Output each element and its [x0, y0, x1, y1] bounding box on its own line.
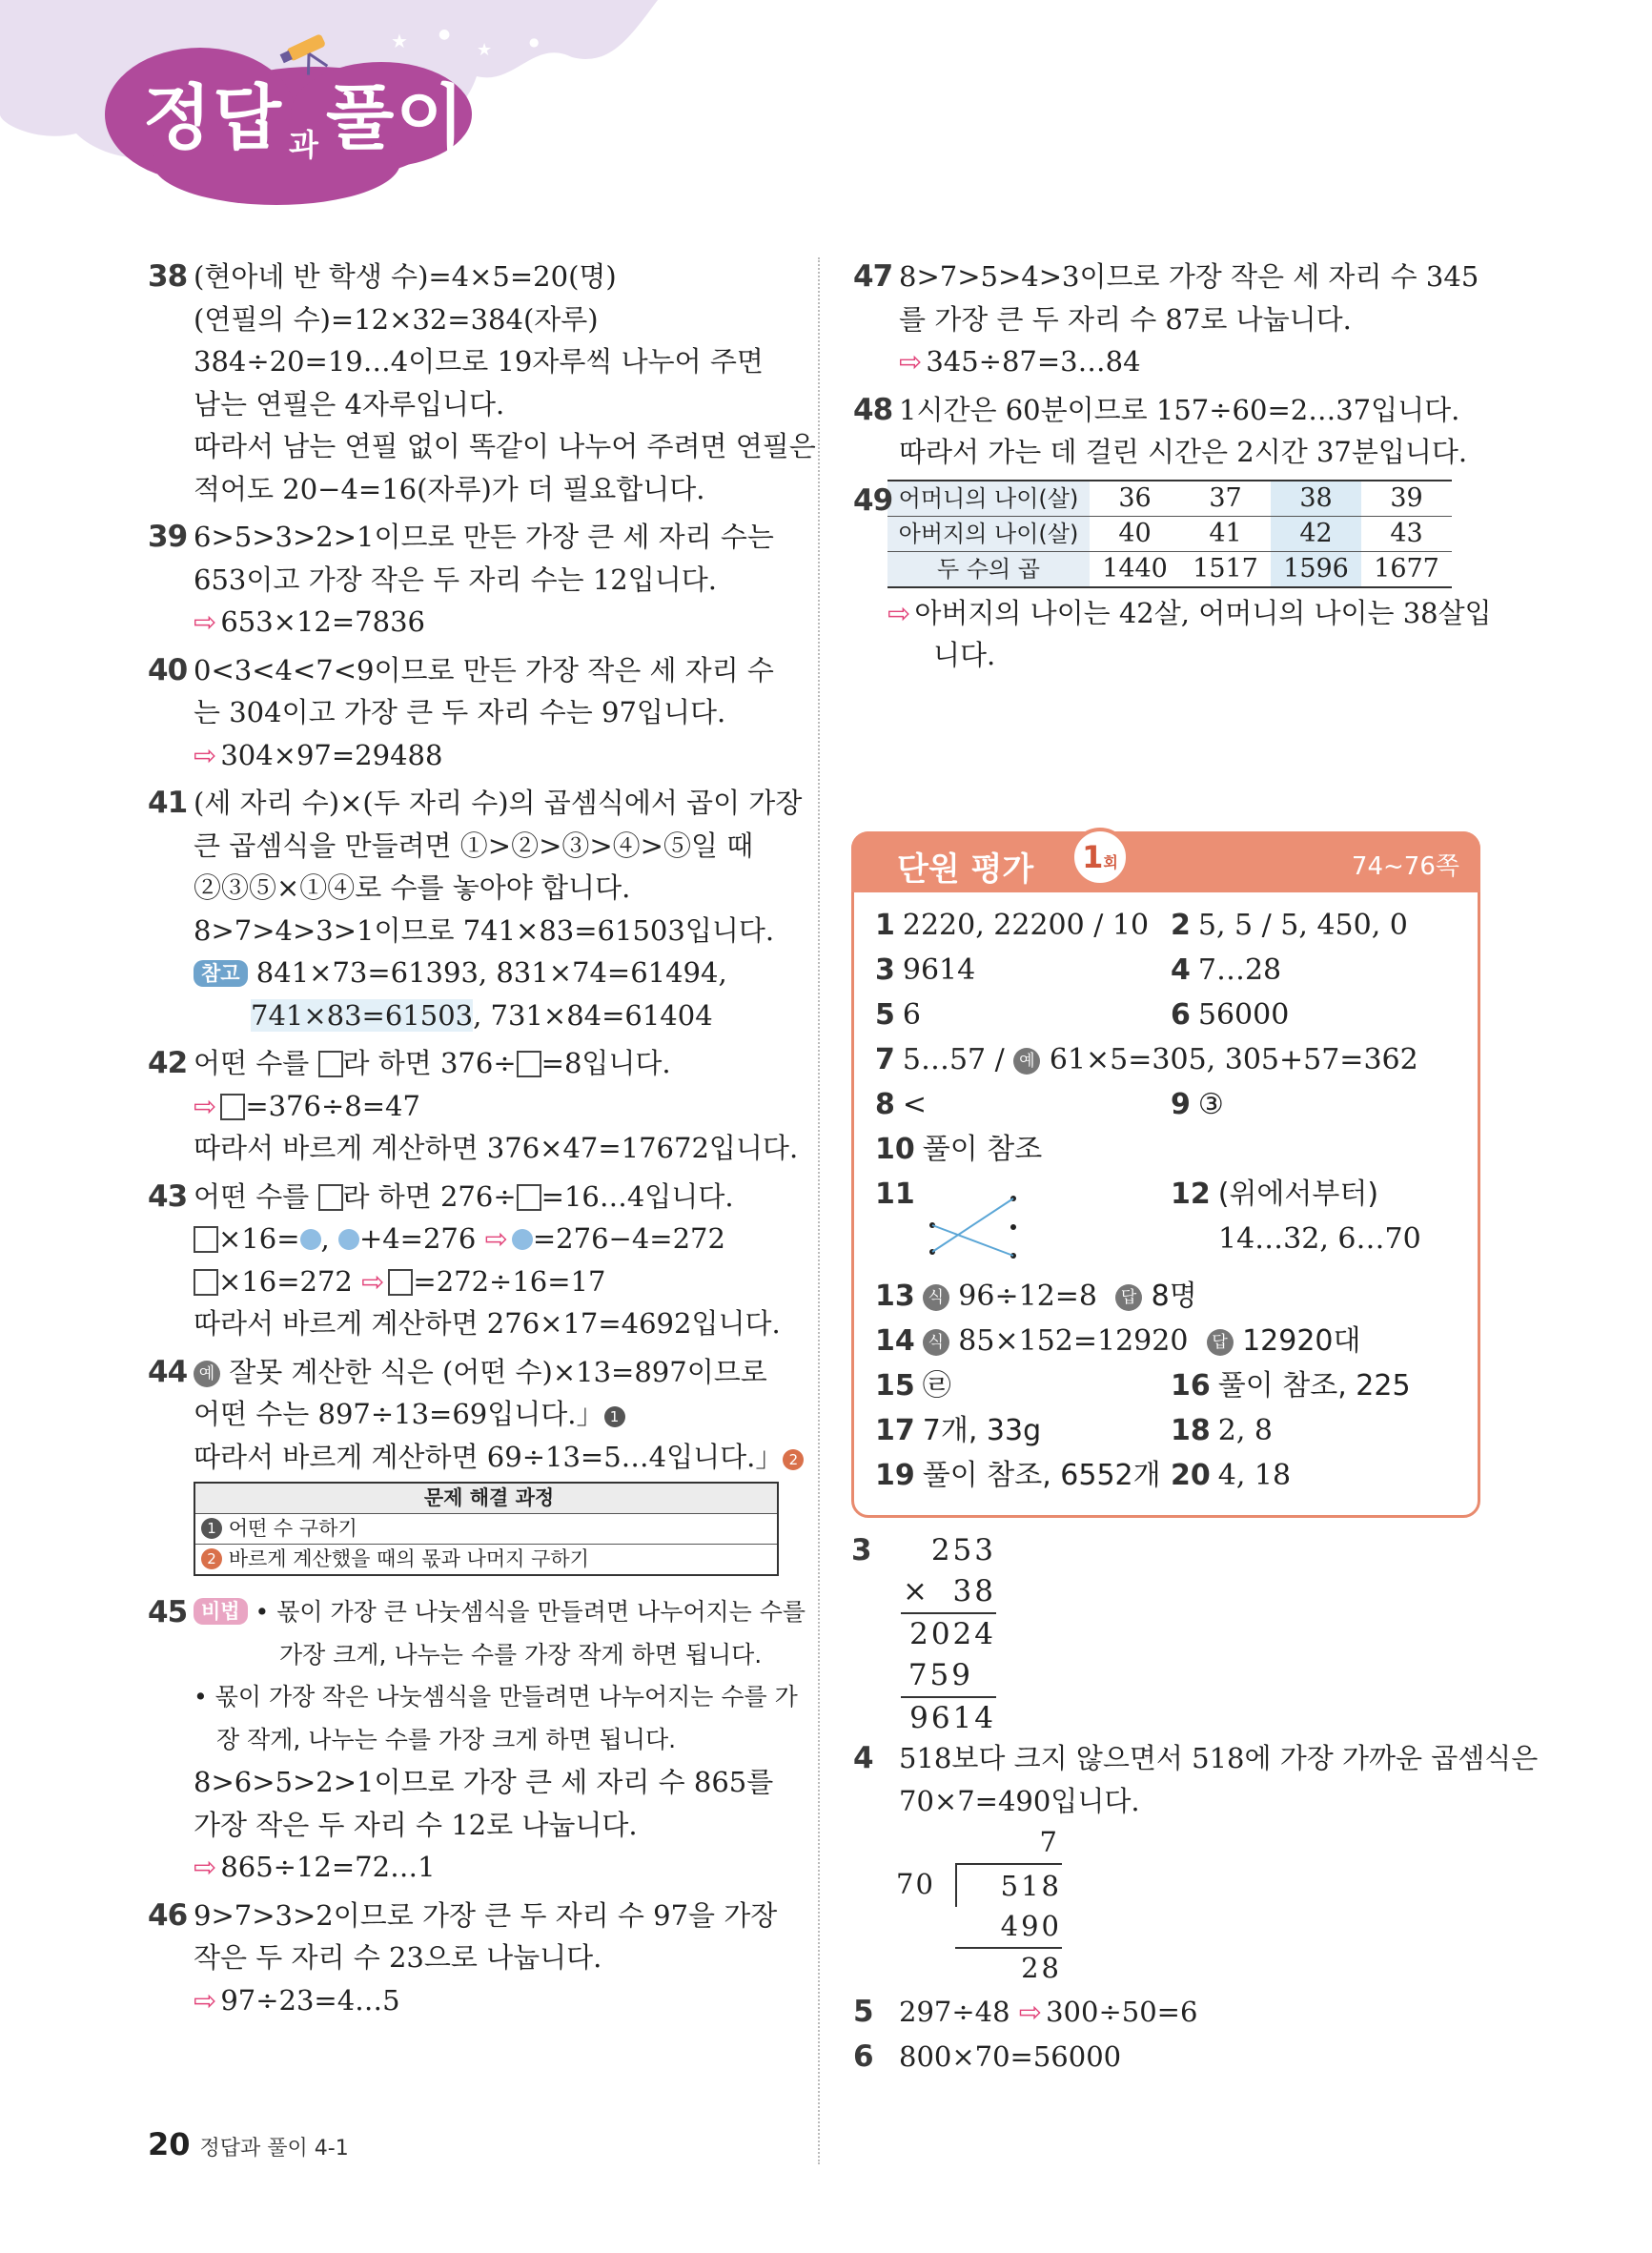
process-step — [195, 1513, 777, 1544]
answer-number: 11 — [875, 1178, 915, 1211]
answer-number: 5 — [875, 998, 895, 1032]
solution-line: 는 304이고 가장 큰 두 자리 수는 97입니다. — [194, 696, 726, 728]
table-cell: 1517 — [1180, 551, 1271, 587]
answer-text: 아버지의 나이는 42살, 어머니의 나이는 38살입 — [914, 596, 1492, 629]
arrow-right-icon: ⇨ — [887, 596, 911, 629]
answer-number: 9 — [1171, 1088, 1191, 1121]
calc-row: 253 — [930, 1533, 996, 1567]
division-dividend: 518 — [955, 1863, 1062, 1907]
solution-line — [194, 1351, 782, 1394]
step-marker-icon: 2 — [783, 1449, 804, 1470]
answer-item — [875, 1178, 923, 1212]
solution-line — [194, 1260, 782, 1303]
star-icon: ★ — [477, 40, 493, 60]
text: 96÷12=8 — [958, 1280, 1098, 1313]
blank-box-icon — [517, 1051, 541, 1077]
answer-number: 16 — [1171, 1369, 1211, 1403]
text: 풀이 참조, 225 — [1217, 1369, 1411, 1403]
table-cell: 40 — [1090, 516, 1180, 551]
step-marker-icon: 1 — [201, 1518, 222, 1539]
text: 297÷48 — [899, 1996, 1019, 2028]
note-text: , 731×84=61404 — [473, 998, 713, 1032]
solution-line: 384÷20=19…4이므로 19자루씩 나누어 주면 — [194, 345, 764, 378]
question-number: 3 — [851, 1533, 871, 1567]
answer-number: 14 — [875, 1324, 915, 1358]
star-icon: ● — [529, 35, 540, 49]
arrow-right-icon: ⇨ — [194, 1089, 217, 1122]
answer-item — [1171, 1414, 1273, 1448]
answer-text: 304×97=29488 — [220, 738, 443, 771]
multiplication-work — [901, 1530, 996, 1739]
table-cell: 37 — [1180, 481, 1271, 517]
example-badge: 예 — [194, 1361, 220, 1387]
answer-item — [875, 1133, 1042, 1167]
text: =272÷16=17 — [413, 1264, 606, 1298]
question-48 — [853, 389, 1487, 474]
solution-4 — [853, 1737, 1539, 1828]
text: (위에서부터) — [1217, 1178, 1379, 1211]
text: 12920대 — [1242, 1324, 1361, 1358]
solution-line: ②③⑤×①④로 수를 놓아야 합니다. — [194, 871, 631, 904]
answer-text: 653×12=7836 — [220, 605, 425, 638]
example-badge: 예 — [1013, 1048, 1040, 1075]
answer-text: 97÷23=4…5 — [220, 1983, 400, 2017]
answer-item — [875, 953, 975, 988]
question-number: 44 — [148, 1354, 188, 1389]
question-number: 40 — [148, 652, 188, 687]
solution-line: 6>5>3>2>1이므로 만든 가장 큰 세 자리 수는 — [194, 521, 774, 553]
solution-line: 가장 작은 두 자리 수 12로 나눕니다. — [194, 1808, 638, 1841]
page-footer — [148, 2126, 349, 2162]
answer-item — [875, 1369, 951, 1403]
answer-number: 7 — [875, 1043, 895, 1076]
question-number: 45 — [148, 1595, 188, 1629]
solution-line: 적어도 20−4=16(자루)가 더 필요합니다. — [194, 472, 705, 505]
solution-line: 남는 연필은 4자루입니다. — [194, 387, 505, 420]
arrow-right-icon: ⇨ — [484, 1222, 508, 1255]
table-row-label: 두 수의 곱 — [887, 551, 1090, 587]
question-number: 49 — [853, 482, 893, 518]
matching-lines-diagram — [923, 1189, 1028, 1275]
text: 8명 — [1151, 1280, 1197, 1313]
question-41 — [148, 782, 803, 1036]
answer-item — [1171, 1088, 1224, 1122]
circle-dot-icon — [300, 1229, 321, 1250]
text: 300÷50=6 — [1046, 1996, 1198, 2028]
question-number: 5 — [853, 1995, 873, 2029]
table-row-label: 아버지의 나이(살) — [887, 516, 1090, 551]
solution-line — [899, 1991, 1487, 2034]
table-cell: 41 — [1180, 516, 1271, 551]
text: 85×152=12920 — [958, 1324, 1189, 1358]
table-cell: 36 — [1090, 481, 1180, 517]
solution-line: 8>6>5>2>1이므로 가장 큰 세 자리 수 865를 — [194, 1766, 774, 1798]
blank-box-icon — [318, 1051, 343, 1077]
question-number: 46 — [148, 1897, 188, 1933]
answer-line — [194, 1979, 782, 2022]
text: 어떤 수를 — [194, 1047, 318, 1079]
header-title-part2: 풀이 — [325, 77, 466, 159]
text: 따라서 바르게 계산하면 69÷13=5…4입니다.」 — [194, 1440, 784, 1473]
solution-line: 70×7=490입니다. — [899, 1784, 1140, 1817]
answer-number: 4 — [1171, 953, 1191, 987]
solution-line: 1시간은 60분이므로 157÷60=2…37입니다. — [899, 393, 1460, 426]
step-marker-icon: 1 — [604, 1406, 625, 1427]
division-quotient: 7 — [1039, 1826, 1060, 1858]
answer-line — [899, 340, 1487, 383]
table-cell: 1440 — [1090, 551, 1180, 587]
table-cell: 39 — [1361, 481, 1452, 517]
text: ×16=272 — [218, 1264, 362, 1298]
page-number: 20 — [148, 2126, 191, 2162]
blank-box-icon — [220, 1094, 245, 1120]
answer-item — [875, 909, 1149, 943]
text: 바르게 계산했을 때의 몫과 나머지 구하기 — [228, 1547, 589, 1570]
text: +4=276 — [358, 1222, 485, 1255]
header-title — [143, 62, 466, 165]
text: 어떤 수 구하기 — [228, 1517, 357, 1540]
question-38 — [148, 256, 816, 510]
answer-item: 14…32, 6…70 — [1218, 1222, 1421, 1256]
solution-line: 따라서 바르게 계산하면 376×47=17672입니다. — [194, 1132, 799, 1164]
solution-line — [194, 1042, 782, 1085]
arrow-right-icon: ⇨ — [899, 345, 923, 378]
text: 61×5=305, 305+57=362 — [1040, 1043, 1418, 1076]
question-number: 39 — [148, 520, 188, 554]
note-line — [194, 952, 782, 994]
solution-line: 큰 곱셈식을 만들려면 ①>②>③>④>⑤일 때 — [194, 829, 754, 862]
text: 2220, 22200 / 10 — [902, 909, 1150, 942]
table-cell: 1596 — [1271, 551, 1361, 587]
answer-number: 17 — [875, 1414, 915, 1447]
question-43 — [148, 1176, 782, 1345]
page-range: 74~76쪽 — [1351, 852, 1459, 881]
arrow-right-icon: ⇨ — [194, 1851, 217, 1883]
text: 라 하면 376÷ — [342, 1047, 517, 1079]
process-step — [195, 1544, 777, 1574]
question-number: 41 — [148, 786, 188, 820]
solution-line — [194, 1218, 782, 1260]
text: ③ — [1197, 1088, 1224, 1121]
answer-item — [875, 998, 921, 1033]
answer-number: 3 — [875, 953, 895, 987]
solution-line: 따라서 남는 연필 없이 똑같이 나누어 주려면 연필은 — [194, 430, 816, 462]
process-table — [194, 1482, 779, 1576]
arrow-right-icon: ⇨ — [361, 1264, 385, 1298]
expression-badge: 식 — [923, 1284, 949, 1311]
text: =8입니다. — [540, 1047, 671, 1079]
text: , — [320, 1222, 338, 1255]
page-header — [0, 0, 667, 219]
process-table-header: 문제 해결 과정 — [195, 1484, 777, 1513]
solution-line: 9>7>3>2이므로 가장 큰 두 자리 수 97을 가장 — [194, 1898, 778, 1932]
round-suffix: 회 — [1103, 853, 1118, 871]
expression-badge: 식 — [923, 1329, 949, 1356]
text: 9614 — [902, 953, 976, 987]
question-39 — [148, 516, 782, 644]
tip-line: • 몫이 가장 작은 나눗셈식을 만들려면 나누어지는 수를 가 — [194, 1683, 798, 1710]
blank-box-icon — [517, 1184, 541, 1211]
solution-6 — [853, 2036, 1487, 2079]
solution-line: (현아네 반 학생 수)=4×5=20(명) — [194, 260, 617, 293]
question-number: 47 — [853, 259, 893, 294]
header-title-small: 과 — [288, 127, 320, 163]
question-number: 38 — [148, 259, 188, 294]
column-divider — [818, 257, 820, 2164]
circle-dot-icon — [338, 1229, 359, 1250]
text: 7개, 33g — [922, 1414, 1042, 1447]
solution-line — [194, 1436, 799, 1479]
table-cell: 42 — [1271, 516, 1361, 551]
question-number: 6 — [853, 2038, 873, 2074]
right-column — [853, 256, 1492, 683]
text: =16…4입니다. — [540, 1179, 734, 1213]
solution-line: 작은 두 자리 수 23으로 나눕니다. — [194, 1941, 602, 1974]
text: < — [902, 1088, 928, 1121]
answer-number: 20 — [1171, 1459, 1211, 1492]
text: 풀이 참조 — [922, 1133, 1043, 1166]
table-cell: 1677 — [1361, 551, 1452, 587]
answer-item — [875, 1459, 1161, 1493]
answer-number: 6 — [1171, 998, 1191, 1032]
round-badge — [1071, 828, 1130, 887]
text: 38 — [952, 1574, 996, 1608]
solution-line: 518보다 크지 않으면서 518에 가장 가까운 곱셈식은 — [899, 1742, 1539, 1774]
circle-dot-icon — [512, 1229, 533, 1250]
tip-line — [194, 1591, 806, 1634]
text: =376÷8=47 — [245, 1089, 420, 1122]
question-47 — [853, 256, 1487, 383]
blank-box-icon — [194, 1269, 218, 1296]
solution-line: 따라서 바르게 계산하면 276×17=4692입니다. — [194, 1307, 781, 1340]
division-divisor: 70 — [896, 1868, 935, 1900]
question-number: 48 — [853, 392, 893, 427]
question-number: 42 — [148, 1046, 188, 1080]
solution-line — [194, 1176, 782, 1219]
division-subtrahend: 490 — [955, 1905, 1062, 1949]
question-49 — [853, 480, 1492, 677]
calc-row — [901, 1571, 996, 1614]
text: • 몫이 가장 큰 나눗셈식을 만들려면 나누어지는 수를 — [255, 1598, 806, 1626]
question-45 — [148, 1591, 806, 1889]
solution-line: 8>7>5>4>3이므로 가장 작은 세 자리 수 345 — [899, 260, 1479, 293]
text: 2, 8 — [1217, 1414, 1273, 1447]
header-title-part1: 정답 — [143, 77, 283, 159]
solution-line: (연필의 수)=12×32=384(자루) — [194, 302, 599, 336]
blank-box-icon — [194, 1226, 218, 1253]
step-marker-icon: 2 — [201, 1548, 222, 1569]
question-44 — [148, 1351, 799, 1479]
table-cell: 43 — [1361, 516, 1452, 551]
text: 6 — [902, 998, 921, 1032]
solutions-5-6 — [853, 1991, 1487, 2083]
answer-item — [875, 1280, 1197, 1314]
note-text: 841×73=61393, 831×74=61494, — [255, 956, 727, 989]
solution-line: 따라서 가는 데 걸린 시간은 2시간 37분입니다. — [899, 436, 1468, 468]
answer-text: 니다. — [933, 639, 996, 671]
answer-line — [194, 1085, 782, 1128]
note-line — [194, 994, 782, 1037]
answer-item — [1171, 909, 1408, 943]
footer-text: 정답과 풀이 4-1 — [199, 2137, 349, 2161]
solution-4-text — [853, 1737, 1539, 1822]
answer-number: 10 — [875, 1133, 915, 1166]
answer-badge: 답 — [1207, 1329, 1234, 1356]
answer-item — [875, 1088, 927, 1122]
arrow-right-icon: ⇨ — [194, 1983, 217, 2017]
answer-item — [1171, 1369, 1411, 1403]
times-sign: × — [903, 1574, 930, 1608]
table-cell: 38 — [1271, 481, 1361, 517]
question-40 — [148, 649, 782, 777]
text: ㉣ — [922, 1369, 951, 1403]
division-remainder: 28 — [1021, 1952, 1062, 1984]
answer-number: 13 — [875, 1280, 915, 1313]
arrow-right-icon: ⇨ — [194, 738, 217, 771]
solution-line: (세 자리 수)×(두 자리 수)의 곱셈식에서 곱이 가장 — [194, 787, 803, 819]
text: 5, 5 / 5, 450, 0 — [1197, 909, 1408, 942]
tip-line: 장 작게, 나누는 수를 가장 크게 하면 됩니다. — [216, 1725, 677, 1753]
solution-line: 800×70=56000 — [899, 2039, 1122, 2073]
arrow-right-icon: ⇨ — [1018, 1996, 1043, 2028]
answer-text: 345÷87=3…84 — [926, 345, 1141, 378]
text: 잘못 계산한 식은 (어떤 수)×13=897이므로 — [229, 1355, 767, 1388]
answer-number: 1 — [875, 909, 895, 942]
answer-item — [875, 1043, 1418, 1077]
question-42 — [148, 1042, 799, 1170]
text: 56000 — [1197, 998, 1290, 1032]
text: ×16= — [218, 1222, 300, 1255]
answer-item — [1171, 953, 1281, 988]
calc-row: 2024 — [909, 1617, 996, 1651]
table-row — [887, 481, 1452, 517]
answer-item — [1171, 1178, 1378, 1212]
unit-test-box — [851, 831, 1480, 1518]
round-number: 1 — [1082, 839, 1104, 875]
unit-test-title: 단원 평가 — [897, 850, 1034, 889]
table-row — [887, 551, 1452, 587]
calc-row: 759 — [901, 1655, 996, 1698]
question-number: 4 — [853, 1741, 873, 1775]
answer-line — [194, 601, 782, 644]
star-icon: ★ — [391, 30, 408, 52]
star-icon: ● — [438, 27, 451, 42]
solution-line: 를 가장 큰 두 자리 수 87로 나눕니다. — [899, 302, 1352, 336]
tip-line: 가장 크게, 나누는 수를 가장 작게 하면 됩니다. — [279, 1640, 763, 1669]
blank-box-icon — [388, 1269, 413, 1296]
answer-line — [194, 734, 782, 777]
solution-line: 8>7>4>3>1이므로 741×83=61503입니다. — [194, 913, 775, 947]
answer-item — [1171, 1459, 1291, 1493]
answer-number: 2 — [1171, 909, 1191, 942]
question-46 — [148, 1895, 782, 2022]
text: 어떤 수는 897÷13=69입니다.」 — [194, 1398, 604, 1430]
text: 7…28 — [1197, 953, 1282, 987]
table-row-label: 어머니의 나이(살) — [887, 481, 1090, 517]
left-column — [148, 256, 816, 2027]
arrow-right-icon: ⇨ — [194, 605, 217, 638]
text: 5…57 / — [902, 1043, 1014, 1076]
text: =276−4=272 — [532, 1222, 725, 1255]
text: 라 하면 276÷ — [342, 1179, 517, 1213]
tip-badge: 비법 — [194, 1598, 248, 1625]
answer-item — [875, 1324, 1361, 1359]
answer-item — [875, 1414, 1041, 1448]
text: 어떤 수를 — [194, 1179, 318, 1213]
age-table — [887, 480, 1452, 588]
answer-item — [1171, 998, 1289, 1033]
question-number: 43 — [148, 1178, 188, 1214]
answer-line — [194, 1846, 782, 1889]
text: 4, 18 — [1217, 1459, 1292, 1492]
answer-number: 12 — [1171, 1178, 1211, 1211]
answer-number: 18 — [1171, 1414, 1211, 1447]
table-row — [887, 516, 1452, 551]
solution-line — [194, 1393, 782, 1436]
solution-5 — [853, 1991, 1487, 2034]
solution-line: 653이고 가장 작은 두 자리 수는 12입니다. — [194, 563, 717, 596]
highlighted-note: 741×83=61503 — [251, 998, 474, 1032]
answer-number: 15 — [875, 1369, 915, 1403]
unit-test-header — [851, 831, 1480, 892]
answer-number: 8 — [875, 1088, 895, 1121]
calc-row: 9614 — [909, 1701, 996, 1735]
answer-badge: 답 — [1115, 1284, 1142, 1311]
blank-box-icon — [318, 1184, 343, 1211]
text: 풀이 참조, 6552개 — [922, 1459, 1161, 1492]
note-badge: 참고 — [194, 960, 248, 987]
answer-number: 19 — [875, 1459, 915, 1492]
answer-line — [853, 592, 1492, 635]
solution-line: 0<3<4<7<9이므로 만든 가장 작은 세 자리 수 — [194, 653, 774, 686]
answer-text: 865÷12=72…1 — [220, 1851, 436, 1883]
